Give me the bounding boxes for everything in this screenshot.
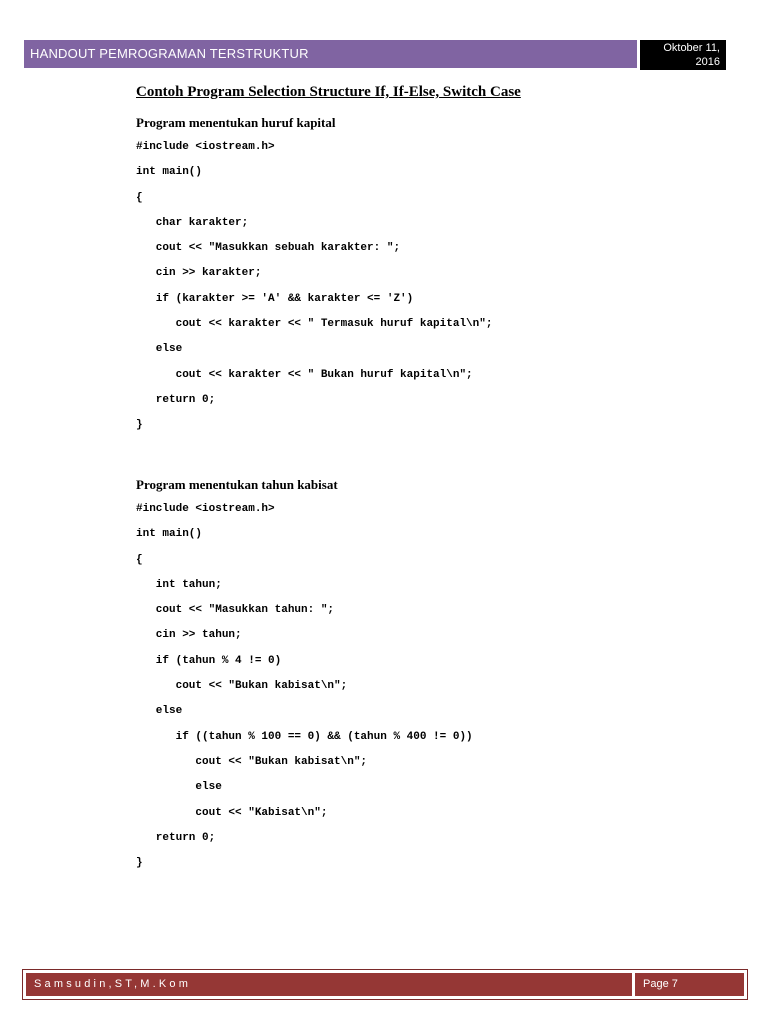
section-heading-kabisat: Program menentukan tahun kabisat bbox=[136, 477, 338, 492]
code-line: int main() bbox=[136, 528, 203, 541]
code-line: if ((tahun % 100 == 0) && (tahun % 400 != 0)) bbox=[136, 730, 473, 743]
code-line: #include <iostream.h> bbox=[136, 141, 275, 153]
code-line: cout << "Kabisat\n"; bbox=[136, 806, 328, 819]
code-line: } bbox=[136, 857, 143, 870]
code-line: cout << karakter << " Bukan huruf kapital\n"; bbox=[136, 368, 473, 381]
page-number: Page 7 bbox=[643, 978, 678, 990]
code-line: char karakter; bbox=[136, 216, 249, 229]
code-line: } bbox=[136, 419, 143, 432]
code-line: cout << "Bukan kabisat\n"; bbox=[136, 755, 368, 768]
code-line: return 0; bbox=[136, 831, 216, 844]
code-line: cout << "Masukkan tahun: "; bbox=[136, 604, 335, 617]
code-line: int tahun; bbox=[136, 578, 222, 591]
section-heading-kapital: Program menentukan huruf kapital bbox=[136, 115, 336, 130]
header-date bbox=[640, 40, 726, 70]
header-date-line1: Oktober 11, bbox=[663, 42, 720, 54]
header-date-line2: 2016 bbox=[695, 56, 720, 68]
footer-page-bar bbox=[635, 973, 744, 996]
code-line: cout << "Bukan kabisat\n"; bbox=[136, 680, 348, 693]
code-line: { bbox=[136, 553, 143, 566]
code-line: cout << karakter << " Termasuk huruf kapital\n"; bbox=[136, 318, 493, 331]
code-line: cin >> karakter; bbox=[136, 267, 262, 280]
document-title: Contoh Program Selection Structure If, If-Else, Switch Case bbox=[136, 84, 521, 100]
code-line: else bbox=[136, 705, 183, 718]
code-line: else bbox=[136, 781, 222, 794]
code-line: if (tahun % 4 != 0) bbox=[136, 654, 282, 667]
header-bar bbox=[24, 40, 637, 68]
code-block-kabisat bbox=[136, 497, 473, 876]
code-line: { bbox=[136, 191, 143, 204]
code-line: #include <iostream.h> bbox=[136, 503, 275, 515]
code-line: if (karakter >= 'A' && karakter <= 'Z') bbox=[136, 292, 414, 305]
code-line: else bbox=[136, 343, 183, 356]
code-block-kapital bbox=[136, 135, 492, 439]
footer bbox=[22, 969, 748, 1000]
footer-author: Samsudin,ST,M.Kom bbox=[34, 978, 192, 990]
code-line: return 0; bbox=[136, 393, 216, 406]
footer-author-bar bbox=[26, 973, 632, 996]
code-line: cin >> tahun; bbox=[136, 629, 242, 642]
code-line: int main() bbox=[136, 166, 203, 179]
code-line: cout << "Masukkan sebuah karakter: "; bbox=[136, 242, 401, 255]
header-title: HANDOUT PEMROGRAMAN TERSTRUKTUR bbox=[30, 46, 309, 61]
